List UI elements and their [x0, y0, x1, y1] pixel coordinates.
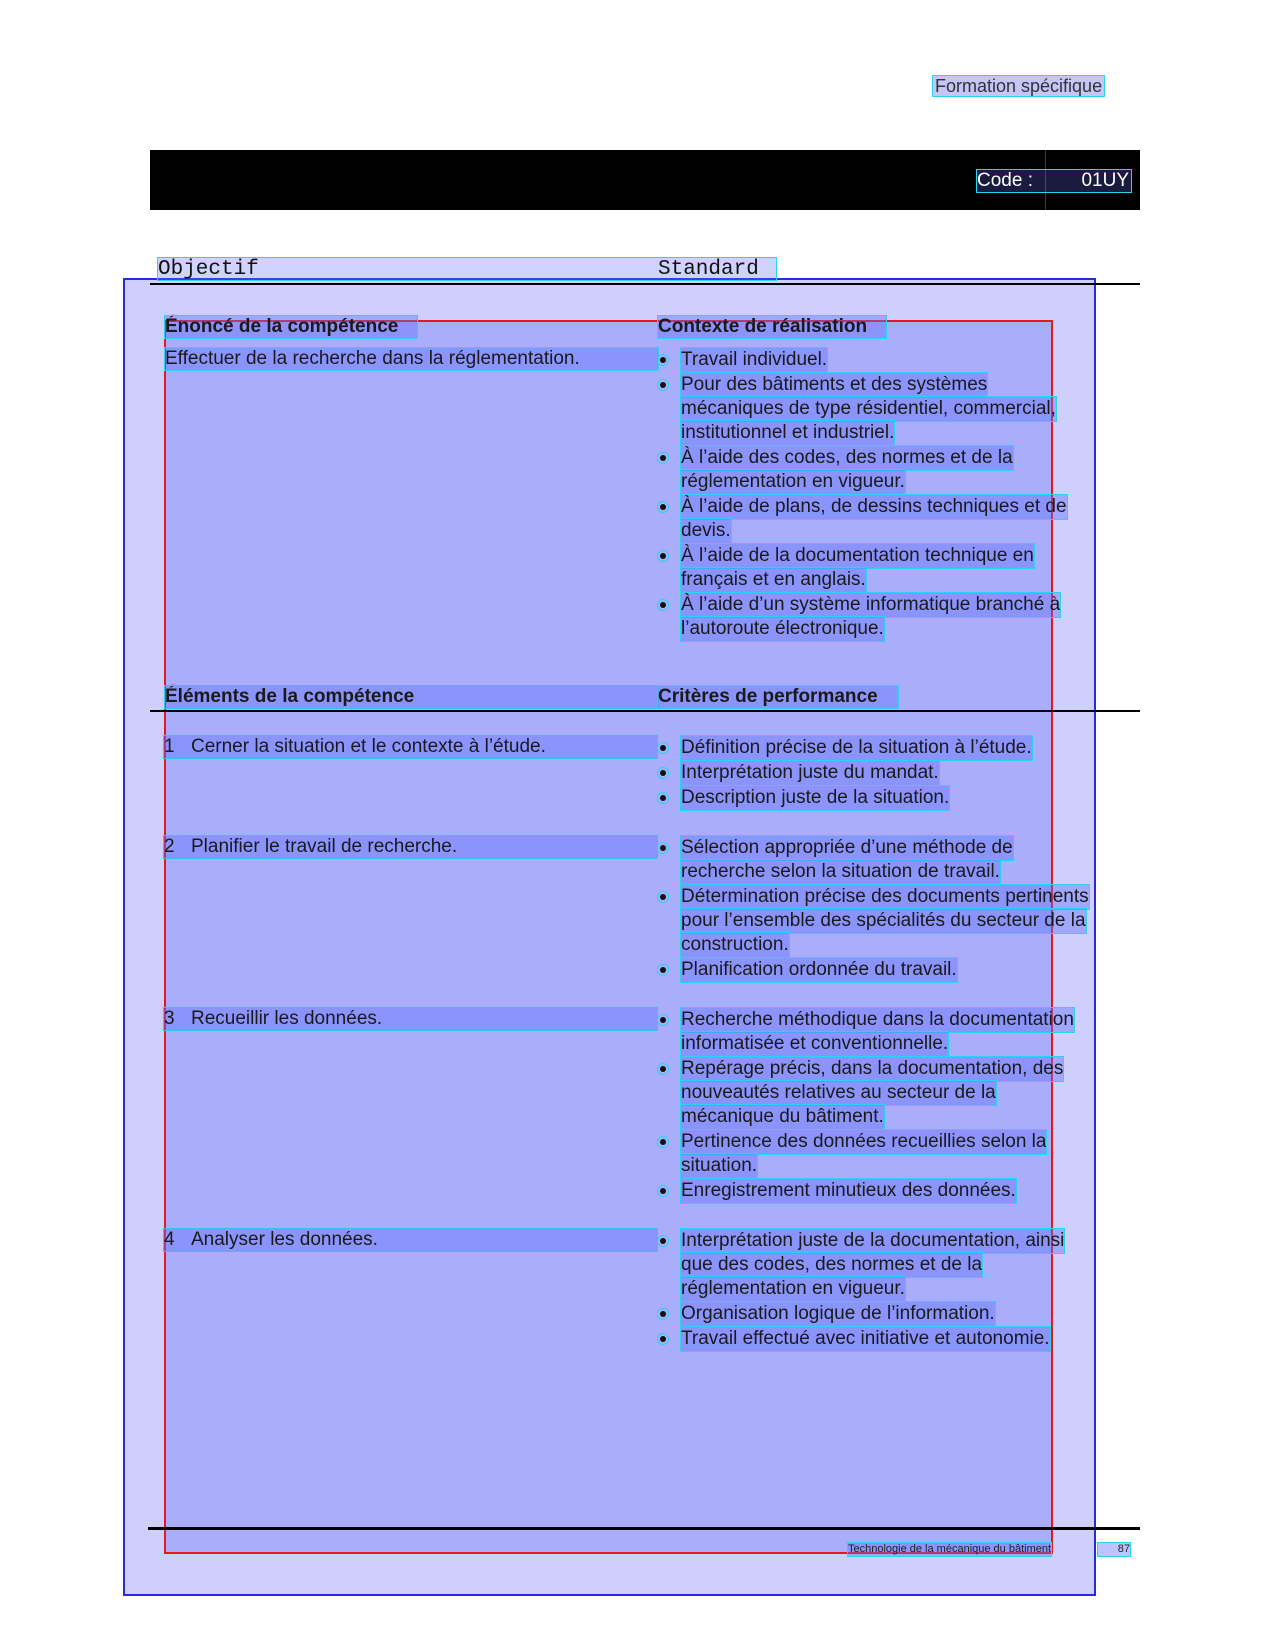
bullet-item	[658, 1130, 1074, 1178]
bullet-line: Repérage précis, dans la documentation, des	[681, 1058, 1064, 1079]
column-header-rule	[150, 283, 1140, 285]
bullet-line: Pour des bâtiments et des systèmes	[681, 374, 988, 395]
bullet-icon	[660, 602, 666, 608]
bullet-line: Pertinence des données recueillies selon la	[681, 1131, 1047, 1152]
element-number: 3	[164, 1008, 175, 1029]
bullet-line: À l’aide d’un système informatique branché à	[681, 594, 1061, 615]
bullet-item	[658, 836, 1089, 884]
criteria-list-1	[658, 736, 1032, 811]
enonce-heading: Énoncé de la compétence	[165, 316, 417, 338]
bullet-line: Définition précise de la situation à l’étude.	[681, 737, 1032, 758]
bullet-line: À l’aide de la documentation technique en	[681, 545, 1034, 566]
bullet-line: construction.	[681, 934, 789, 955]
element-row-4	[164, 1229, 657, 1251]
footer-rule	[148, 1527, 1140, 1530]
bullet-icon	[660, 967, 666, 973]
element-text: Analyser les données.	[191, 1229, 378, 1250]
element-number: 4	[164, 1229, 175, 1250]
bullet-item	[658, 495, 1067, 543]
bullet-line: Enregistrement minutieux des données.	[681, 1180, 1016, 1201]
bullet-item	[658, 446, 1067, 494]
bullet-line: Travail individuel.	[681, 349, 828, 370]
bullet-item	[658, 593, 1067, 641]
contexte-list	[658, 348, 1067, 642]
bullet-icon	[660, 1188, 666, 1194]
bullet-icon	[660, 1139, 666, 1145]
criteria-list-4	[658, 1229, 1064, 1352]
element-row-2	[164, 836, 657, 858]
bullet-line: institutionnel et industriel.	[681, 422, 895, 443]
bullet-line: réglementation en vigueur.	[681, 1278, 905, 1299]
bullet-icon	[660, 1336, 666, 1342]
criteres-heading: Critères de performance	[658, 686, 898, 708]
bullet-icon	[660, 504, 666, 510]
bullet-line: mécaniques de type résidentiel, commercial,	[681, 398, 1056, 419]
bullet-item	[658, 736, 1032, 760]
bullet-item	[658, 373, 1067, 445]
bullet-icon	[660, 357, 666, 363]
bullet-item	[658, 885, 1089, 957]
bullet-icon	[660, 770, 666, 776]
element-text: Planifier le travail de recherche.	[191, 836, 458, 857]
elements-heading: Éléments de la compétence	[165, 686, 658, 708]
bullet-item	[658, 544, 1067, 592]
bullet-icon	[660, 455, 666, 461]
footer-title: Technologie de la mécanique du bâtiment	[848, 1543, 1052, 1555]
bullet-line: Description juste de la situation.	[681, 787, 950, 808]
bullet-item	[658, 958, 1089, 982]
bullet-item	[658, 348, 1067, 372]
bullet-line: Organisation logique de l’information.	[681, 1303, 995, 1324]
bullet-item	[658, 1057, 1074, 1129]
bullet-line: Détermination précise des documents pertinents	[681, 886, 1089, 907]
bullet-line: À l’aide des codes, des normes et de la	[681, 447, 1013, 468]
bullet-line: situation.	[681, 1155, 758, 1176]
bullet-line: français et en anglais.	[681, 569, 866, 590]
bullet-icon	[660, 745, 666, 751]
bullet-line: Interprétation juste de la documentation, ainsi	[681, 1230, 1065, 1251]
bullet-line: Recherche méthodique dans la documentation	[681, 1009, 1074, 1030]
code-value: 01UY	[1081, 170, 1129, 191]
bullet-item	[658, 1179, 1074, 1203]
bullet-line: informatisée et conventionnelle.	[681, 1033, 949, 1054]
bullet-item	[658, 1302, 1064, 1326]
bullet-item	[658, 1229, 1064, 1301]
bullet-line: l’autoroute électronique.	[681, 618, 884, 639]
contexte-heading: Contexte de réalisation	[658, 316, 886, 338]
section-rule	[150, 710, 1140, 712]
bullet-item	[658, 1008, 1074, 1056]
bullet-icon	[660, 1017, 666, 1023]
bullet-line: Interprétation juste du mandat.	[681, 762, 939, 783]
code-label: Code :	[977, 170, 1033, 191]
code-box	[977, 170, 1131, 192]
criteria-list-3	[658, 1008, 1074, 1204]
bullet-item	[658, 1327, 1064, 1351]
bullet-line: pour l’ensemble des spécialités du secteur de la	[681, 910, 1086, 931]
bullet-line: À l’aide de plans, de dessins techniques et de	[681, 496, 1067, 517]
bullet-line: réglementation en vigueur.	[681, 471, 905, 492]
element-number: 1	[164, 736, 175, 757]
bullet-line: Travail effectué avec initiative et autonomie.	[681, 1328, 1050, 1349]
bullet-icon	[660, 382, 666, 388]
column-objectif: Objectif	[158, 258, 259, 281]
element-text: Cerner la situation et le contexte à l’étude.	[191, 736, 546, 757]
bullet-item	[658, 761, 1032, 785]
column-standard: Standard	[658, 258, 759, 281]
element-row-3	[164, 1008, 657, 1030]
element-number: 2	[164, 836, 175, 857]
bullet-icon	[660, 894, 666, 900]
page-number: 87	[1098, 1543, 1130, 1556]
bullet-line: nouveautés relatives au secteur de la	[681, 1082, 996, 1103]
criteria-list-2	[658, 836, 1089, 983]
bullet-icon	[660, 1238, 666, 1244]
element-row-1	[164, 736, 657, 758]
bullet-icon	[660, 1066, 666, 1072]
bullet-line: devis.	[681, 520, 731, 541]
bullet-line: Planification ordonnée du travail.	[681, 959, 957, 980]
competence-statement: Effectuer de la recherche dans la réglementation.	[165, 348, 658, 370]
bullet-icon	[660, 845, 666, 851]
element-text: Recueillir les données.	[191, 1008, 383, 1029]
bullet-line: mécanique du bâtiment.	[681, 1106, 884, 1127]
bullet-item	[658, 786, 1032, 810]
bullet-line: que des codes, des normes et de la	[681, 1254, 983, 1275]
bullet-line: recherche selon la situation de travail.	[681, 861, 1000, 882]
bullet-icon	[660, 795, 666, 801]
formation-label: Formation spécifique	[935, 76, 1103, 96]
bullet-line: Sélection appropriée d’une méthode de	[681, 837, 1013, 858]
bullet-icon	[660, 553, 666, 559]
bullet-icon	[660, 1311, 666, 1317]
